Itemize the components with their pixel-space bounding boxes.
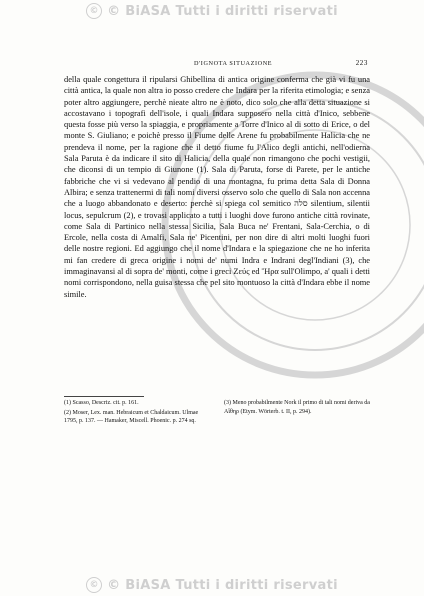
watermark-banner-top [0,0,424,22]
footnote: (1) Scasso, Descriz. cit. p. 161. [64,400,139,406]
footnote-rule [64,396,144,397]
paragraph: della quale congettura il ripularsi Ghibellina di antica origine conferma che già vi fu una città antica, la quale non altra io posso credere che Indara per la riferita etimologia; e senza poter altro aggiungere, perchè nieate altro ne è noto, dico solo che alla detta situazione si accostavano i topografi dell'isole, i quali Indara supposero nella città d'Inico, sebbene questa fosse più verso la spiaggia, e propriamente a Torre d'Inico al di sotto di Erice, o del monte S. Giuliano; e poichè presso il Fiume delle Arene fu probabilmente Halicia che ne prendeva il nome, per la ragione che il detto fiume fu l'Alico degli antichi, nell'odierna Sala Paruta è da indicare il sito di Halicia, della quale non rimangono che pochi vestigii, che diconsi di un tempio di Giunone (1). Sala di Paruta, forse di Parete, per le antiche fabbriche che vi si vedevano al pendio di una montagna, fu prima detta Sala di Donna Albira; e senza trattenermi di tali nomi diversi osservo solo che quello di Sala non accenna che a luogo abbandonato e deserto: perchè si spiega col semitico סלה silentium, silentii locus, sepulcrum (2), e trovasi applicato a tutti i luoghi dove furono antiche città rovinate, come Sala di Partinico nella stessa Sicilia, Sala Buca ne' Frentani, Sala-Cerchia, o di Ercole, nella costa di Amalfi, Sala ne' Picentini, per non dire di altri molti luoghi fuori delle nostre regioni. Ed aggiungo che il nome d'Indara e la spiegazione che ne ho inferita mi fan credere di greca origine i nomi de' numi Indra e Indrani degl'Indiani (3), che immaginavansi al di sopra de' monti, come i greci Ζεύς ed Ἥρα sull'Olimpo, a' quali i detti nomi corrispondono, nella guisa stessa che pel sito montuoso la città d'Indara ebbe il nome simile. [64,75,370,299]
body-text [64,74,370,300]
footnote: (2) Moser, Lex. man. Hebraicum et Chaldaicum. Ulmae 1795, p. 137. — Hamaker, Miscell. Phoenic. p. 274 sq. [64,409,199,425]
watermark-banner-bottom [0,574,424,596]
watermark-text-bottom: © BiASA Tutti i diritti riservati [107,577,338,593]
footnotes-left-column [64,399,210,427]
page-header [64,58,368,70]
running-title: D'IGNOTA SITUAZIONE [194,60,273,67]
footnotes [64,399,370,427]
page-number: 223 [355,59,368,67]
footnotes-right-column [224,399,370,427]
watermark-text-top: © BiASA Tutti i diritti riservati [107,3,338,19]
footnote: (3) Meno probabilmente Nork il primo di tali nomi deriva da Αἴθηρ (Etym. Wörterb. t. II, p. 294). [224,400,370,415]
copyright-icon: © [86,3,102,19]
copyright-icon: © [86,577,102,593]
